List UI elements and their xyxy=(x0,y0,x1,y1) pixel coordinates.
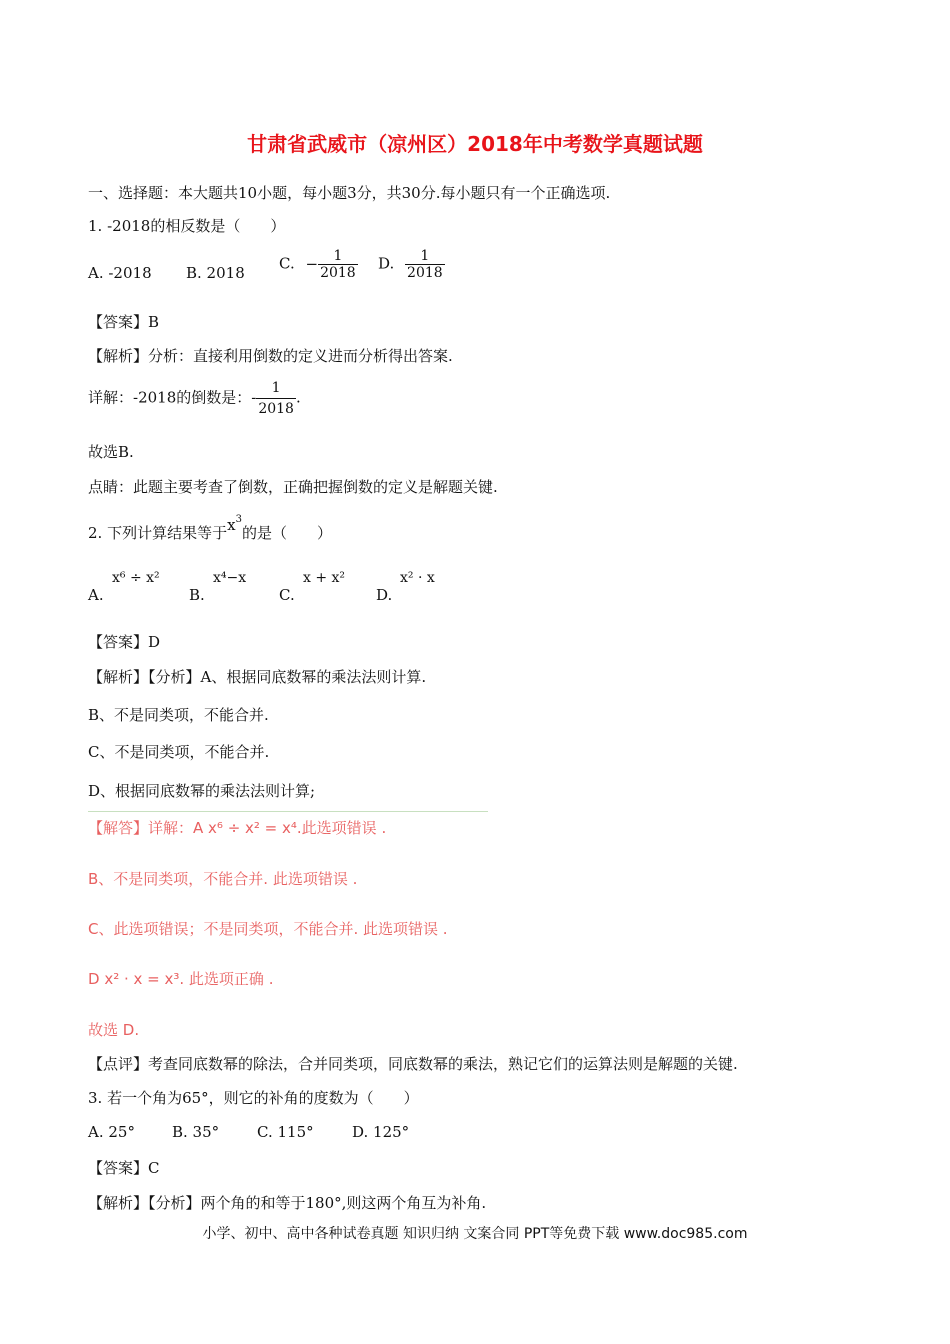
q1-option-b: B. 2018 xyxy=(186,264,245,282)
q2-option-b-label: B. xyxy=(189,586,205,604)
q1-option-c-label: C. xyxy=(279,254,295,273)
q1-comment: 点睛：此题主要考查了倒数，正确把握倒数的定义是解题关键. xyxy=(88,478,498,496)
q1-stem: 1. -2018的相反数是（ ） xyxy=(88,217,286,235)
q2-option-d-label: D. xyxy=(376,586,393,604)
divider xyxy=(88,811,488,812)
q1-choose: 故选B. xyxy=(88,443,134,461)
q2-line-d: D、根据同底数幂的乘法法则计算; xyxy=(88,782,316,800)
q3-option-c: C. 115° xyxy=(257,1123,314,1141)
q3-option-d: D. 125° xyxy=(352,1123,410,1141)
q1-option-d-fraction xyxy=(405,248,445,281)
fraction-denominator: 2018 xyxy=(407,265,443,281)
page-footer: 小学、初中、高中各种试卷真题 知识归纳 文案合同 PPT等免费下载 www.doc985.com xyxy=(202,1226,748,1242)
q1-detail xyxy=(88,378,301,419)
q2-comment: 【点评】考查同底数幂的除法，合并同类项，同底数幂的乘法，熟记它们的运算法则是解题的关键. xyxy=(88,1055,738,1073)
section-heading: 一、选择题：本大题共10小题，每小题3分，共30分.每小题只有一个正确选项. xyxy=(88,184,611,202)
q3-analysis: 【解析】【分析】两个角的和等于180°,则这两个角互为补角. xyxy=(88,1194,487,1212)
q1-detail-suffix: . xyxy=(295,388,301,407)
q3-option-a: A. 25° xyxy=(88,1123,135,1141)
q2-option-a-label: A. xyxy=(88,586,104,604)
q2-stem-suffix: 的是（ ） xyxy=(241,524,332,542)
q1-answer: 【答案】B xyxy=(88,313,160,331)
q2-solution-line-2: B、不是同类项，不能合并. 此选项错误 . xyxy=(88,870,358,888)
q2-solution-line-1: 【解答】详解：A x⁶ ÷ x² = x⁴.此选项错误 . xyxy=(88,819,387,837)
q2-option-c-label: C. xyxy=(279,586,295,604)
q2-answer: 【答案】D xyxy=(88,633,161,651)
q2-solution-line-3: C、此选项错误；不是同类项，不能合并. 此选项错误 . xyxy=(88,920,448,938)
q2-stem xyxy=(88,514,332,546)
q1-option-d-label: D. xyxy=(378,254,395,273)
fraction-numerator: 1 xyxy=(333,248,343,264)
q1-analysis: 【解析】分析：直接利用倒数的定义进而分析得出答案. xyxy=(88,347,453,365)
q2-option-d-expr: x² · x xyxy=(400,570,435,586)
fraction-denominator: 2018 xyxy=(256,398,296,419)
q1-option-c-sign: − xyxy=(305,254,319,273)
q2-solution-line-5: 故选 D. xyxy=(88,1021,140,1039)
q2-option-c-expr: x + x² xyxy=(303,570,346,586)
q1-option-a: A. -2018 xyxy=(88,264,152,282)
q1-option-d xyxy=(378,248,445,281)
q2-line-c: C、不是同类项，不能合并. xyxy=(88,743,270,761)
q3-stem: 3. 若一个角为65°，则它的补角的度数为（ ） xyxy=(88,1089,419,1107)
q2-analysis: 【解析】【分析】A、根据同底数幂的乘法法则计算. xyxy=(88,668,427,686)
q2-stem-prefix: 2. 下列计算结果等于 xyxy=(88,524,228,542)
fraction-numerator: 1 xyxy=(271,380,281,396)
q1-option-c xyxy=(279,248,358,281)
fraction-numerator: 1 xyxy=(420,248,430,264)
q1-detail-prefix: 详解：-2018的倒数是：- xyxy=(88,388,257,407)
q2-line-b: B、不是同类项，不能合并. xyxy=(88,706,269,724)
q3-answer: 【答案】C xyxy=(88,1159,160,1177)
q2-option-b-expr: x⁴−x xyxy=(213,570,247,586)
document-title: 甘肃省武威市（凉州区）2018年中考数学真题试题 xyxy=(247,132,703,156)
q2-option-a-expr: x⁶ ÷ x² xyxy=(112,570,160,586)
q2-stem-exponent: 3 xyxy=(235,514,242,525)
fraction-denominator: 2018 xyxy=(320,265,356,281)
q1-option-c-fraction xyxy=(318,248,358,281)
q1-detail-fraction xyxy=(256,378,296,419)
q3-option-b: B. 35° xyxy=(172,1123,220,1141)
q2-solution-line-4: D x² · x = x³. 此选项正确 . xyxy=(88,970,274,988)
q2-stem-base: x xyxy=(227,516,236,534)
